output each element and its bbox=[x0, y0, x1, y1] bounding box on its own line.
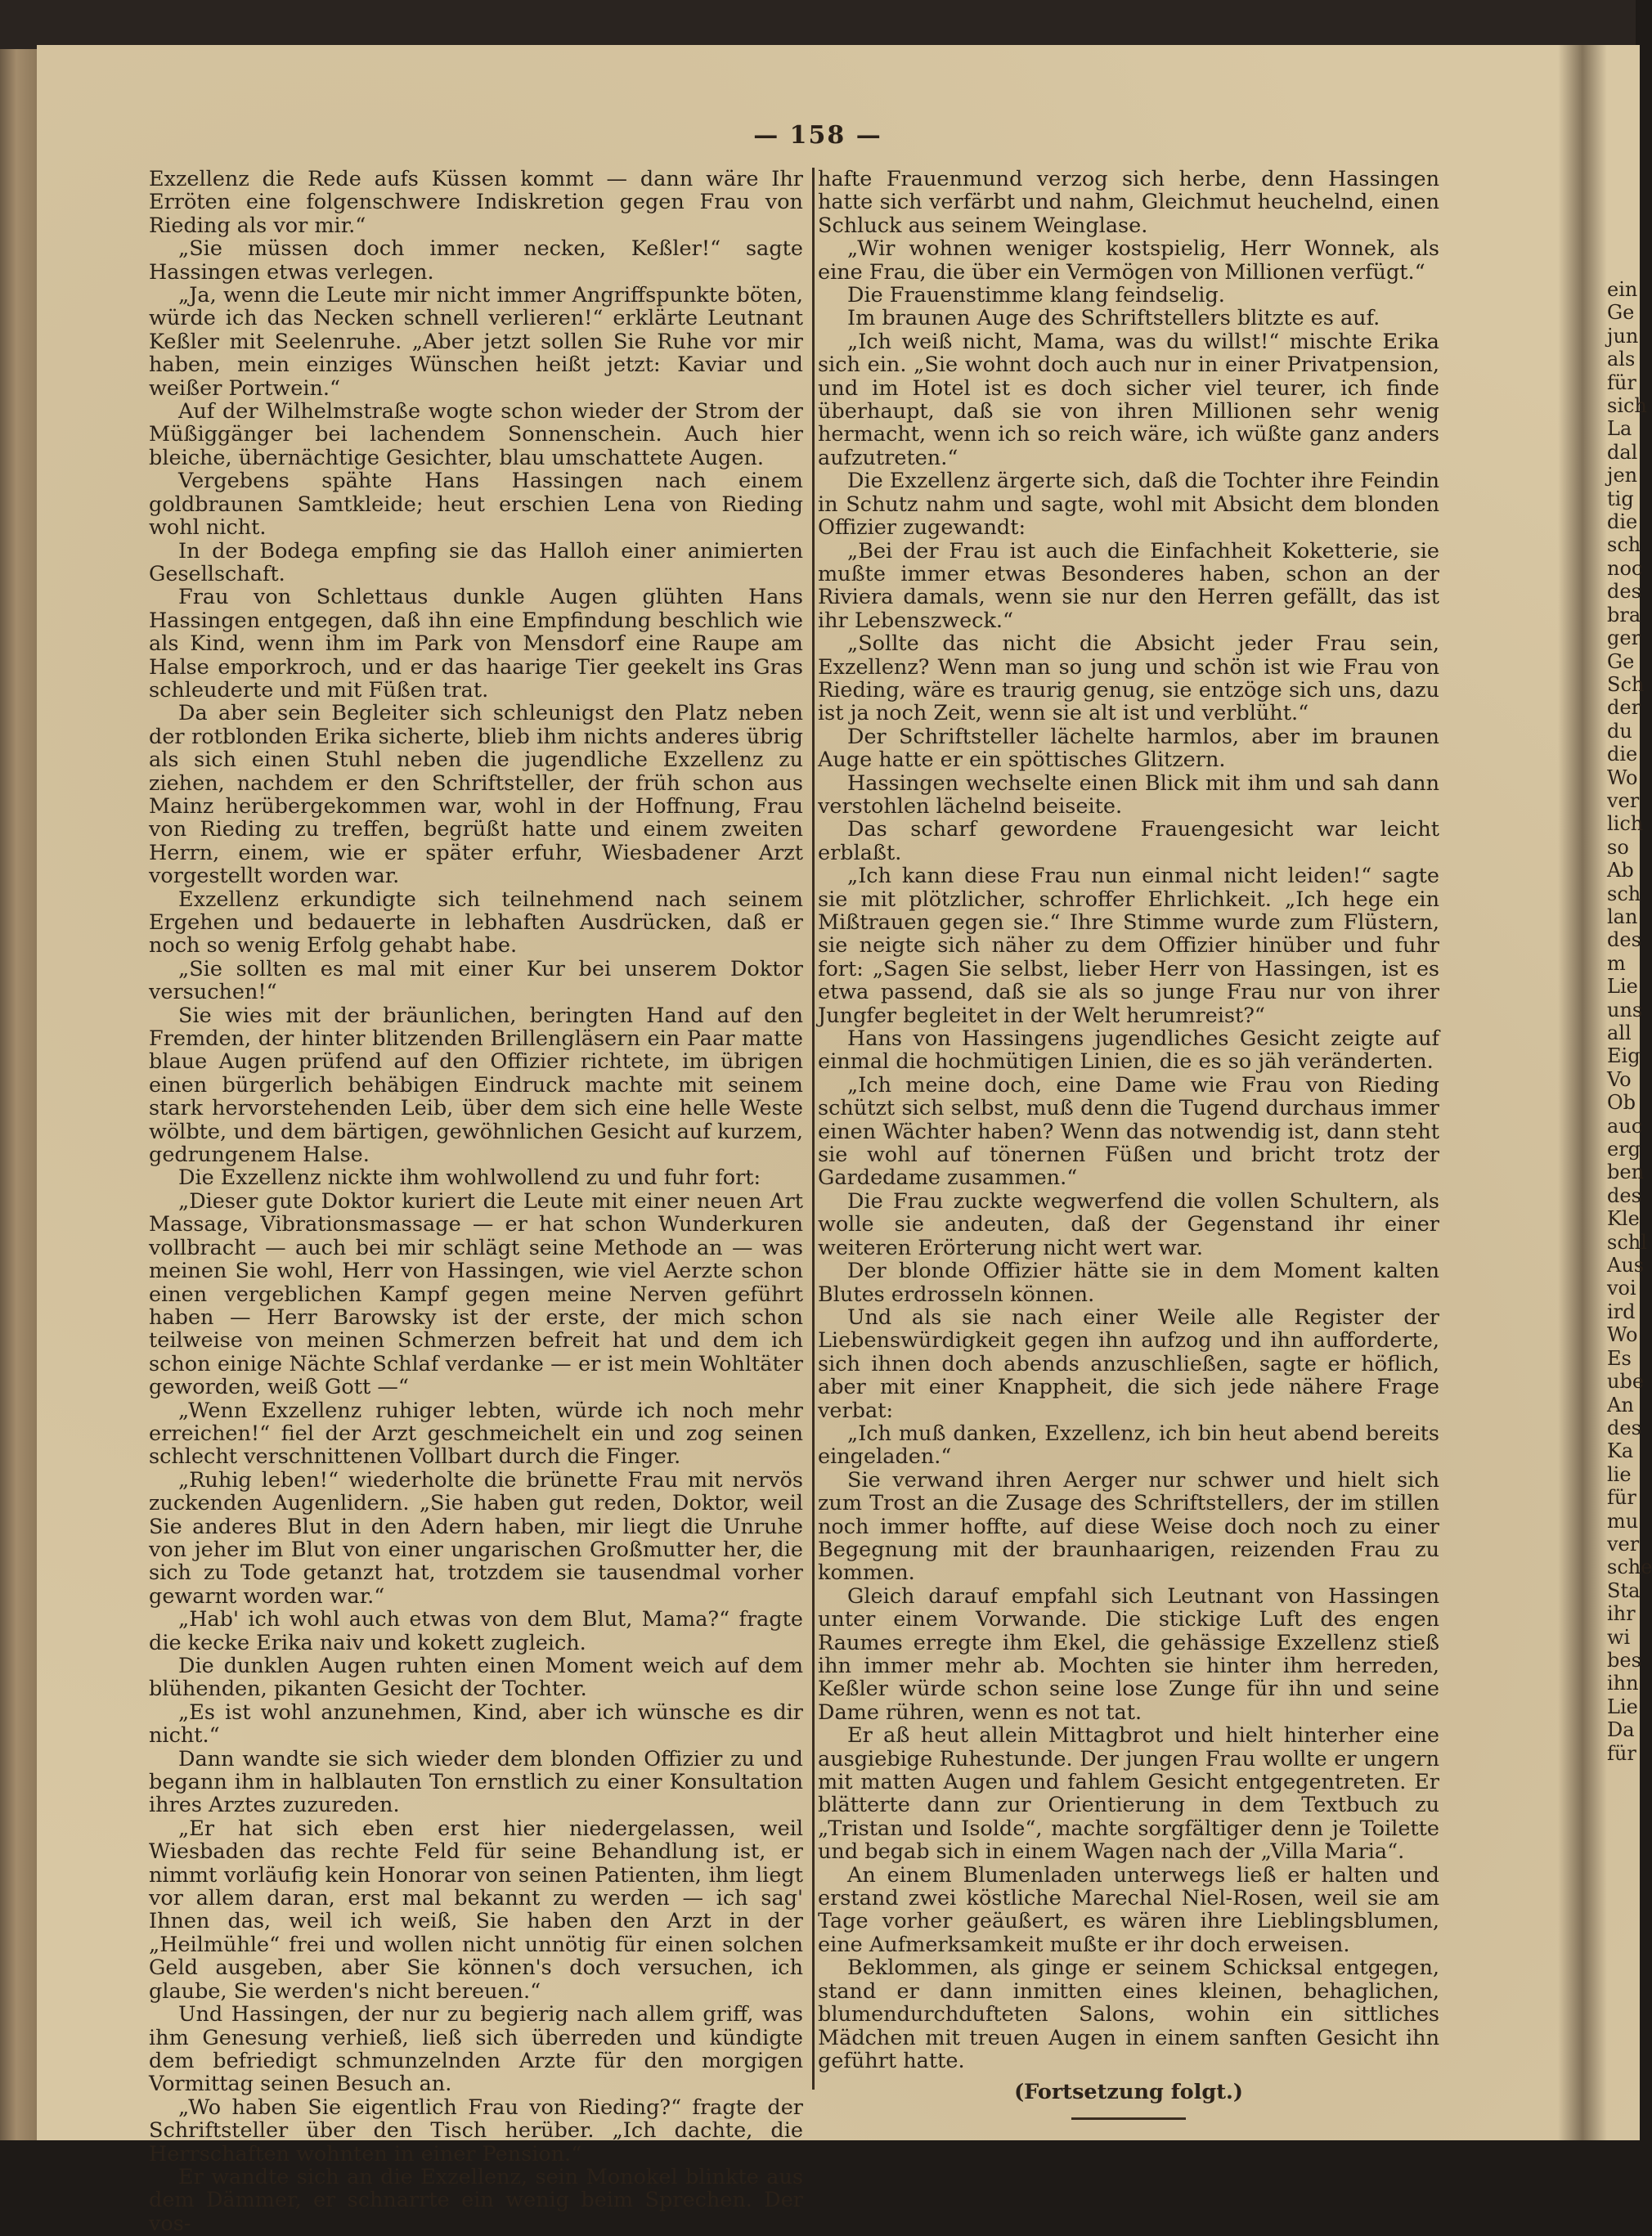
next-page-fragment: ihn bbox=[1607, 1672, 1639, 1695]
next-page-fragment: bes bbox=[1607, 1648, 1641, 1672]
paragraph: „Sie sollten es mal mit einer Kur bei unserem Doktor versuchen!“ bbox=[149, 956, 803, 1005]
next-page-fragment: sich bbox=[1607, 394, 1647, 418]
paragraph: „Ich kann diese Frau nun einmal nicht leiden!“ sagte sie mit plötzlicher, schroffer Ehrlichkeit. „Ich hege ein Mißtrauen gegen sie.“ Ihre Stimme wurde zum Flüstern, sie neigte sich näher zu dem Offizier hinüber und fuhr fort: „Sagen Sie selbst, lieber Herr von Hassingen, ist es etwa passend, daß sie als so junge Frau nur von ihrer Jungfer begleitet in der Welt herumreist?“ bbox=[818, 864, 1439, 1028]
next-page-fragment: du bbox=[1607, 719, 1632, 743]
next-page-fragment: Lie bbox=[1607, 975, 1638, 999]
paragraph: „Ich muß danken, Exzellenz, ich bin heut abend bereits eingeladen.“ bbox=[818, 1421, 1439, 1470]
next-page-fragment: all bbox=[1607, 1021, 1632, 1044]
paragraph: Sie verwand ihren Aerger nur schwer und hielt sich zum Trost an die Zusage des Schriftstellers, der im stillen noch immer hoffte, auf diese Weise doch noch zu einer Begegnung mit der braunhaarigen, reizenden Frau zu kommen. bbox=[818, 1467, 1439, 1586]
next-page-fragment: sch bbox=[1607, 533, 1641, 557]
paragraph: „Dieser gute Doktor kuriert die Leute mit einer neuen Art Massage, Vibrationsmassage — er hat schon Wunderkuren vollbracht — auch bei mir schlägt seine Methode an — was meinen Sie wohl, Herr von Hassingen, wie viel Aerzte schon einen vergeblichen Kampf gegen meine Nerven geführt haben — Herr Barowsky ist der erste, der mich schon teilweise von meinen Schmerzen befreit hat und dem ich schon einige Nächte Schlaf verdanke — er ist mein Wohltäter geworden, weiß Gott —“ bbox=[149, 1188, 803, 1400]
next-page-fragment: wi bbox=[1607, 1625, 1631, 1649]
next-page-fragment: An bbox=[1607, 1393, 1634, 1417]
right-column bbox=[818, 168, 1439, 2120]
next-page-fragment: ube bbox=[1607, 1370, 1645, 1394]
paragraph: Die Exzellenz nickte ihm wohlwollend zu und fuhr fort: bbox=[178, 1165, 761, 1191]
continuation-note: (Fortsetzung folgt.) bbox=[1014, 2080, 1243, 2105]
next-page-fragment: Eig bbox=[1607, 1044, 1641, 1068]
next-page-fragment: schl bbox=[1607, 1230, 1647, 1254]
next-page-fragment: so bbox=[1607, 835, 1629, 859]
next-page-fragment: als bbox=[1607, 348, 1636, 371]
paragraph: Die Frau zuckte wegwerfend die vollen Schultern, als wolle sie andeuten, daß der Gegenstand ihr einer weiteren Erörterung nicht wert war. bbox=[818, 1188, 1439, 1260]
paragraph: „Es ist wohl anzunehmen, Kind, aber ich wünsche es dir nicht.“ bbox=[149, 1699, 803, 1749]
paragraph: Die Exzellenz ärgerte sich, daß die Tochter ihre Feindin in Schutz nahm und sagte, wohl mit Absicht dem blonden Offizier zugewandt: bbox=[818, 469, 1439, 541]
next-page-fragment: lie bbox=[1607, 1462, 1632, 1486]
paragraph: Sie wies mit der bräunlichen, beringten Hand auf den Fremden, der hinter blitzenden Brillengläsern ein Paar matte blaue Augen prüfend auf den Offizier richtete, im übrigen einen bürgerlich behäbigen Eindruck machte mit seinem stark hervorstehenden Leib, über dem sich eine helle Weste wölbte, und dem bärtigen, gewöhnlichen Gesicht auf kurzem, gedrungenem Halse. bbox=[149, 1003, 803, 1168]
paragraph: An einem Blumenladen unterwegs ließ er halten und erstand zwei köstliche Marechal Niel-Rosen, weil sie am Tage vorher geäußert, es wären ihre Lieblingsblumen, eine Aufmerksamkeit mußte er ihr doch erweisen. bbox=[818, 1862, 1439, 1957]
paragraph: „Wenn Exzellenz ruhiger lebten, würde ich noch mehr erreichen!“ fiel der Arzt geschmeichelt ein und zog seinen schlecht verschnittenen Vollbart durch die Finger. bbox=[149, 1398, 803, 1470]
gutter-shadow bbox=[1558, 45, 1607, 2140]
next-page-fragment: der bbox=[1607, 696, 1641, 720]
next-page-fragment: auc bbox=[1607, 1114, 1643, 1138]
next-page-fragment: Ob bbox=[1607, 1091, 1636, 1115]
next-page-fragment: erg bbox=[1607, 1138, 1641, 1161]
next-page-fragment: Ge bbox=[1607, 649, 1635, 673]
column-divider bbox=[812, 168, 815, 2090]
next-page-fragment: Da bbox=[1607, 1718, 1635, 1742]
paragraph: „Ich weiß nicht, Mama, was du willst!“ mischte Erika sich ein. „Sie wohnt doch auch nur in einer Privatpension, und im Hotel ist es doch sicher viel teurer, ich finde überhaupt, daß sie von ihren Millionen sehr wenig hermacht, wenn ich so reich wäre, ich wüßte ganz anders aufzutreten.“ bbox=[818, 329, 1439, 470]
paragraph: Das scharf gewordene Frauengesicht war leicht erblaßt. bbox=[818, 817, 1439, 865]
paragraph: „Sollte das nicht die Absicht jeder Frau sein, Exzellenz? Wenn man so jung und schön ist wie Frau von Rieding, wäre es traurig genug, sie entzöge sich uns, dazu ist ja noch Zeit, wenn sie alt ist und verblüht.“ bbox=[818, 631, 1439, 726]
next-page-fragment: des bbox=[1607, 928, 1641, 952]
end-rule bbox=[1071, 2117, 1186, 2120]
next-page-fragment: ver bbox=[1607, 1532, 1640, 1556]
paragraph: Hans von Hassingens jugendliches Gesicht zeigte auf einmal die hochmütigen Linien, die es so jäh veränderten. bbox=[818, 1026, 1439, 1075]
next-page-fragment: ger bbox=[1607, 626, 1641, 650]
paragraph: Dann wandte sie sich wieder dem blonden Offizier zu und begann ihm in halblauten Ton ernstlich zu einer Konsultation ihres Arztes zuzureden. bbox=[149, 1746, 803, 1818]
paragraph: Die Frauenstimme klang feindselig. bbox=[847, 283, 1225, 308]
paragraph: Er aß heut allein Mittagbrot und hielt hinterher eine ausgiebige Ruhestunde. Der jungen Frau wollte er ungern mit matten Augen und fahlem Gesicht entgegentreten. Er blätterte dann zur Orientierung in dem Textbuch zu „Tristan und Isolde“, machte sorgfältiger denn je Toilette und begab sich in einem Wagen nach der „Villa Maria“. bbox=[818, 1723, 1439, 1865]
paragraph: „Ja, wenn die Leute mir nicht immer Angriffspunkte böten, würde ich das Necken schnell verlieren!“ erklärte Leutnant Keßler mit Seelenruhe. „Aber jetzt sollen Sie Ruhe vor mir haben, mein einziges Wünschen heißt jetzt: Kaviar und weißer Portwein.“ bbox=[149, 283, 803, 401]
next-page-fragment: des bbox=[1607, 1183, 1641, 1207]
paragraph: „Wo haben Sie eigentlich Frau von Rieding?“ fragte der Schriftsteller über den Tisch herüber. „Ich dachte, die Herrschaften wohnten in einer Pension.“ bbox=[149, 2095, 803, 2166]
next-page-fragment: jen bbox=[1607, 464, 1638, 487]
paragraph: Der Schriftsteller lächelte harmlos, aber im braunen Auge hatte er ein spöttisches Glitzern. bbox=[818, 724, 1439, 773]
paragraph: „Er hat sich eben erst hier niedergelassen, weil Wiesbaden das rechte Feld für seine Behandlung ist, er nimmt vorläufig kein Honorar von seinen Patienten, ihm liegt vor allem daran, erst mal bekannt zu werden — ich sag' Ihnen das, weil ich weiß, Sie haben den Arzt in der „Heilmühle“ frei und wollen nicht unnötig für einen solchen Geld ausgeben, aber Sie können's doch versuchen, ich glaube, Sie werden's nicht bereuen.“ bbox=[149, 1816, 803, 2004]
book-edge bbox=[0, 49, 41, 2140]
next-page-fragment: dal bbox=[1607, 440, 1638, 464]
next-page-fragment: bra bbox=[1607, 603, 1641, 626]
paragraph: Frau von Schlettaus dunkle Augen glühten Hans Hassingen entgegen, daß ihn eine Empfindung beschlich wie als Kind, wenn ihm im Park von Mensdorf eine Raupe am Halse emporkroch, und er das haarige Tier geekelt ins Gras schleuderte und mit Füßen trat. bbox=[149, 585, 803, 703]
next-page-fragment: des bbox=[1607, 1416, 1641, 1439]
next-page-fragment: tig bbox=[1607, 487, 1634, 510]
next-page-fragment: jun bbox=[1607, 324, 1639, 348]
paragraph: In der Bodega empfing sie das Halloh einer animierten Gesellschaft. bbox=[149, 538, 803, 586]
next-page-fragment: die bbox=[1607, 510, 1638, 534]
paragraph: „Ich meine doch, eine Dame wie Frau von Rieding schützt sich selbst, muß denn die Tugend durchaus immer einen Wächter haben? Wenn das notwendig ist, dann steht sie wohl auf tönernen Füßen und bricht trotz der Gardedame zusammen.“ bbox=[818, 1072, 1439, 1191]
left-column bbox=[149, 168, 803, 2235]
paragraph: Vergebens spähte Hans Hassingen nach einem goldbraunen Samtkleide; heut erschien Lena von Rieding wohl nicht. bbox=[149, 469, 803, 541]
next-page-fragment: Es bbox=[1607, 1346, 1632, 1370]
paragraph: Die dunklen Augen ruhten einen Moment weich auf dem blühenden, pikanten Gesicht der Tochter. bbox=[149, 1654, 803, 1702]
next-page-fragment: für bbox=[1607, 1741, 1636, 1765]
next-page-fragment: für bbox=[1607, 1486, 1636, 1510]
next-page-fragment: Lie bbox=[1607, 1695, 1638, 1718]
next-page-fragment: Vo bbox=[1607, 1067, 1632, 1091]
next-page-fragment: lan bbox=[1607, 905, 1638, 928]
paragraph: „Sie müssen doch immer necken, Keßler!“ sagte Hassingen etwas verlegen. bbox=[149, 236, 803, 285]
next-page-fragment: uns bbox=[1607, 998, 1643, 1021]
next-page-fragment: m bbox=[1607, 951, 1626, 975]
paragraph: hafte Frauenmund verzog sich herbe, denn Hassingen hatte sich verfärbt und nahm, Gleichmut heuchelnd, einen Schluck aus seinem Weinglase. bbox=[818, 167, 1439, 238]
paragraph: Und als sie nach einer Weile alle Register der Liebenswürdigkeit gegen ihn aufzog und ihn aufforderte, sich ihnen doch abends anzuschließen, sagte er höflich, aber mit einer Knappheit, die sich jede nähere Frage verbat: bbox=[818, 1304, 1439, 1423]
next-page-fragment: ben bbox=[1607, 1161, 1645, 1184]
next-page-fragment: La bbox=[1607, 417, 1632, 441]
next-page-fragment: die bbox=[1607, 743, 1638, 766]
next-page-fragment: ein bbox=[1607, 278, 1638, 301]
next-page-fragment: Ge bbox=[1607, 301, 1635, 325]
next-page-fragment: voi bbox=[1607, 1277, 1636, 1300]
next-page-fragment: Wo bbox=[1607, 766, 1638, 789]
paragraph: Er wandte sich an die Exzellenz, sein Monokel blinkte aus dem Dämmer, er schnarrte ein wenig beim Sprechen. Der vos- bbox=[149, 2164, 803, 2236]
paragraph: „Ruhig leben!“ wiederholte die brünette Frau mit nervös zuckenden Augenlidern. „Sie haben gut reden, Doktor, weil Sie anderes Blut in den Adern haben, mir liegt die Unruhe von jeher im Blut von einer ungarischen Großmutter her, die sich zu Tode getanzt hat, trotzdem sie tausendmal vorher gewarnt worden war.“ bbox=[149, 1467, 803, 1609]
next-page-fragment: Ka bbox=[1607, 1439, 1634, 1463]
paragraph: Beklommen, als ginge er seinem Schicksal entgegen, stand er dann inmitten eines kleinen, behaglichen, blumendurchdufteten Salons, wohin ein sittliches Mädchen mit treuen Augen in einem sanften Gesicht ihn geführt hatte. bbox=[818, 1955, 1439, 2073]
next-page-fragment: Ab bbox=[1607, 859, 1634, 882]
paragraph: Exzellenz erkundigte sich teilnehmend nach seinem Ergehen und bedauerte in lebhaften Ausdrücken, daß er noch so wenig Erfolg gehabt habe. bbox=[149, 887, 803, 959]
next-page-fragment: für bbox=[1607, 370, 1636, 394]
next-page-fragment: Kle bbox=[1607, 1207, 1640, 1231]
paragraph: Im braunen Auge des Schriftstellers blitzte es auf. bbox=[847, 306, 1380, 331]
paragraph: Hassingen wechselte einen Blick mit ihm und sah dann verstohlen lächelnd beiseite. bbox=[818, 770, 1439, 819]
paragraph: Auf der Wilhelmstraße wogte schon wieder der Strom der Müßiggänger bei lachendem Sonnenschein. Auch hier bleiche, übernächtige Gesichter, blau umschattete Augen. bbox=[149, 399, 803, 470]
next-page-fragment: ihr bbox=[1607, 1602, 1636, 1626]
next-page-fragment: sch bbox=[1607, 882, 1641, 905]
next-page-column bbox=[1607, 278, 1652, 1765]
paragraph: Da aber sein Begleiter sich schleunigst den Platz neben der rotblonden Erika sicherte, blieb ihm nichts anderes übrig als sich einen Stuhl neben die jugendliche Exzellenz zu ziehen, nachdem er den Schriftsteller, der früh schon aus Mainz herübergekommen war, wohl in der Hoffnung, Frau von Rieding zu treffen, begrüßt hatte und einem zweiten Herrn, einem, wie er später erfuhr, Wiesbadener Arzt vorgestellt worden war. bbox=[149, 701, 803, 889]
next-page-fragment: mu bbox=[1607, 1509, 1639, 1533]
paragraph: „Hab' ich wohl auch etwas von dem Blut, Mama?“ fragte die kecke Erika naiv und kokett zugleich. bbox=[149, 1607, 803, 1655]
paragraph: Der blonde Offizier hätte sie in dem Moment kalten Blutes erdrosseln können. bbox=[818, 1259, 1439, 1307]
paragraph: Gleich darauf empfahl sich Leutnant von Hassingen unter einem Vorwande. Die stickige Luft des engen Raumes erregte ihm Ekel, die gehässige Exzellenz stieß ihn immer mehr ab. Mochten sie hinter ihm herreden, Keßler würde schon seine lose Zunge für ihn und seine Dame rühren, wenn es not tat. bbox=[818, 1583, 1439, 1725]
next-page-fragment: sche bbox=[1607, 1556, 1652, 1579]
next-page-fragment: ird bbox=[1607, 1300, 1636, 1323]
page-number: — 158 — bbox=[753, 121, 882, 150]
next-page-fragment: noc bbox=[1607, 556, 1643, 580]
next-page-fragment: Wo bbox=[1607, 1323, 1638, 1347]
next-page-fragment: ver bbox=[1607, 788, 1640, 812]
next-page-fragment: Sch bbox=[1607, 672, 1645, 696]
next-page-fragment: Aus bbox=[1607, 1254, 1645, 1277]
paragraph: Exzellenz die Rede aufs Küssen kommt — dann wäre Ihr Erröten eine folgenschwere Indiskretion gegen Frau von Rieding als vor mir.“ bbox=[149, 167, 803, 238]
next-page-fragment: des bbox=[1607, 580, 1641, 604]
next-page-fragment: Sta bbox=[1607, 1578, 1641, 1602]
paragraph: Und Hassingen, der nur zu begierig nach allem griff, was ihm Genesung verhieß, ließ sich überreden und kündigte dem befriedigt schmunzelnden Arzte für den morgigen Vormittag seinen Besuch an. bbox=[149, 2002, 803, 2097]
next-page-fragment: lich bbox=[1607, 812, 1644, 836]
paragraph: „Bei der Frau ist auch die Einfachheit Koketterie, sie mußte immer etwas Besonderes haben, schon an der Riviera damals, wenn sie nur den Herren gefällt, das ist ihr Lebenszweck.“ bbox=[818, 538, 1439, 633]
paragraph: „Wir wohnen weniger kostspielig, Herr Wonnek, als eine Frau, die über ein Vermögen von Millionen verfügt.“ bbox=[818, 236, 1439, 285]
